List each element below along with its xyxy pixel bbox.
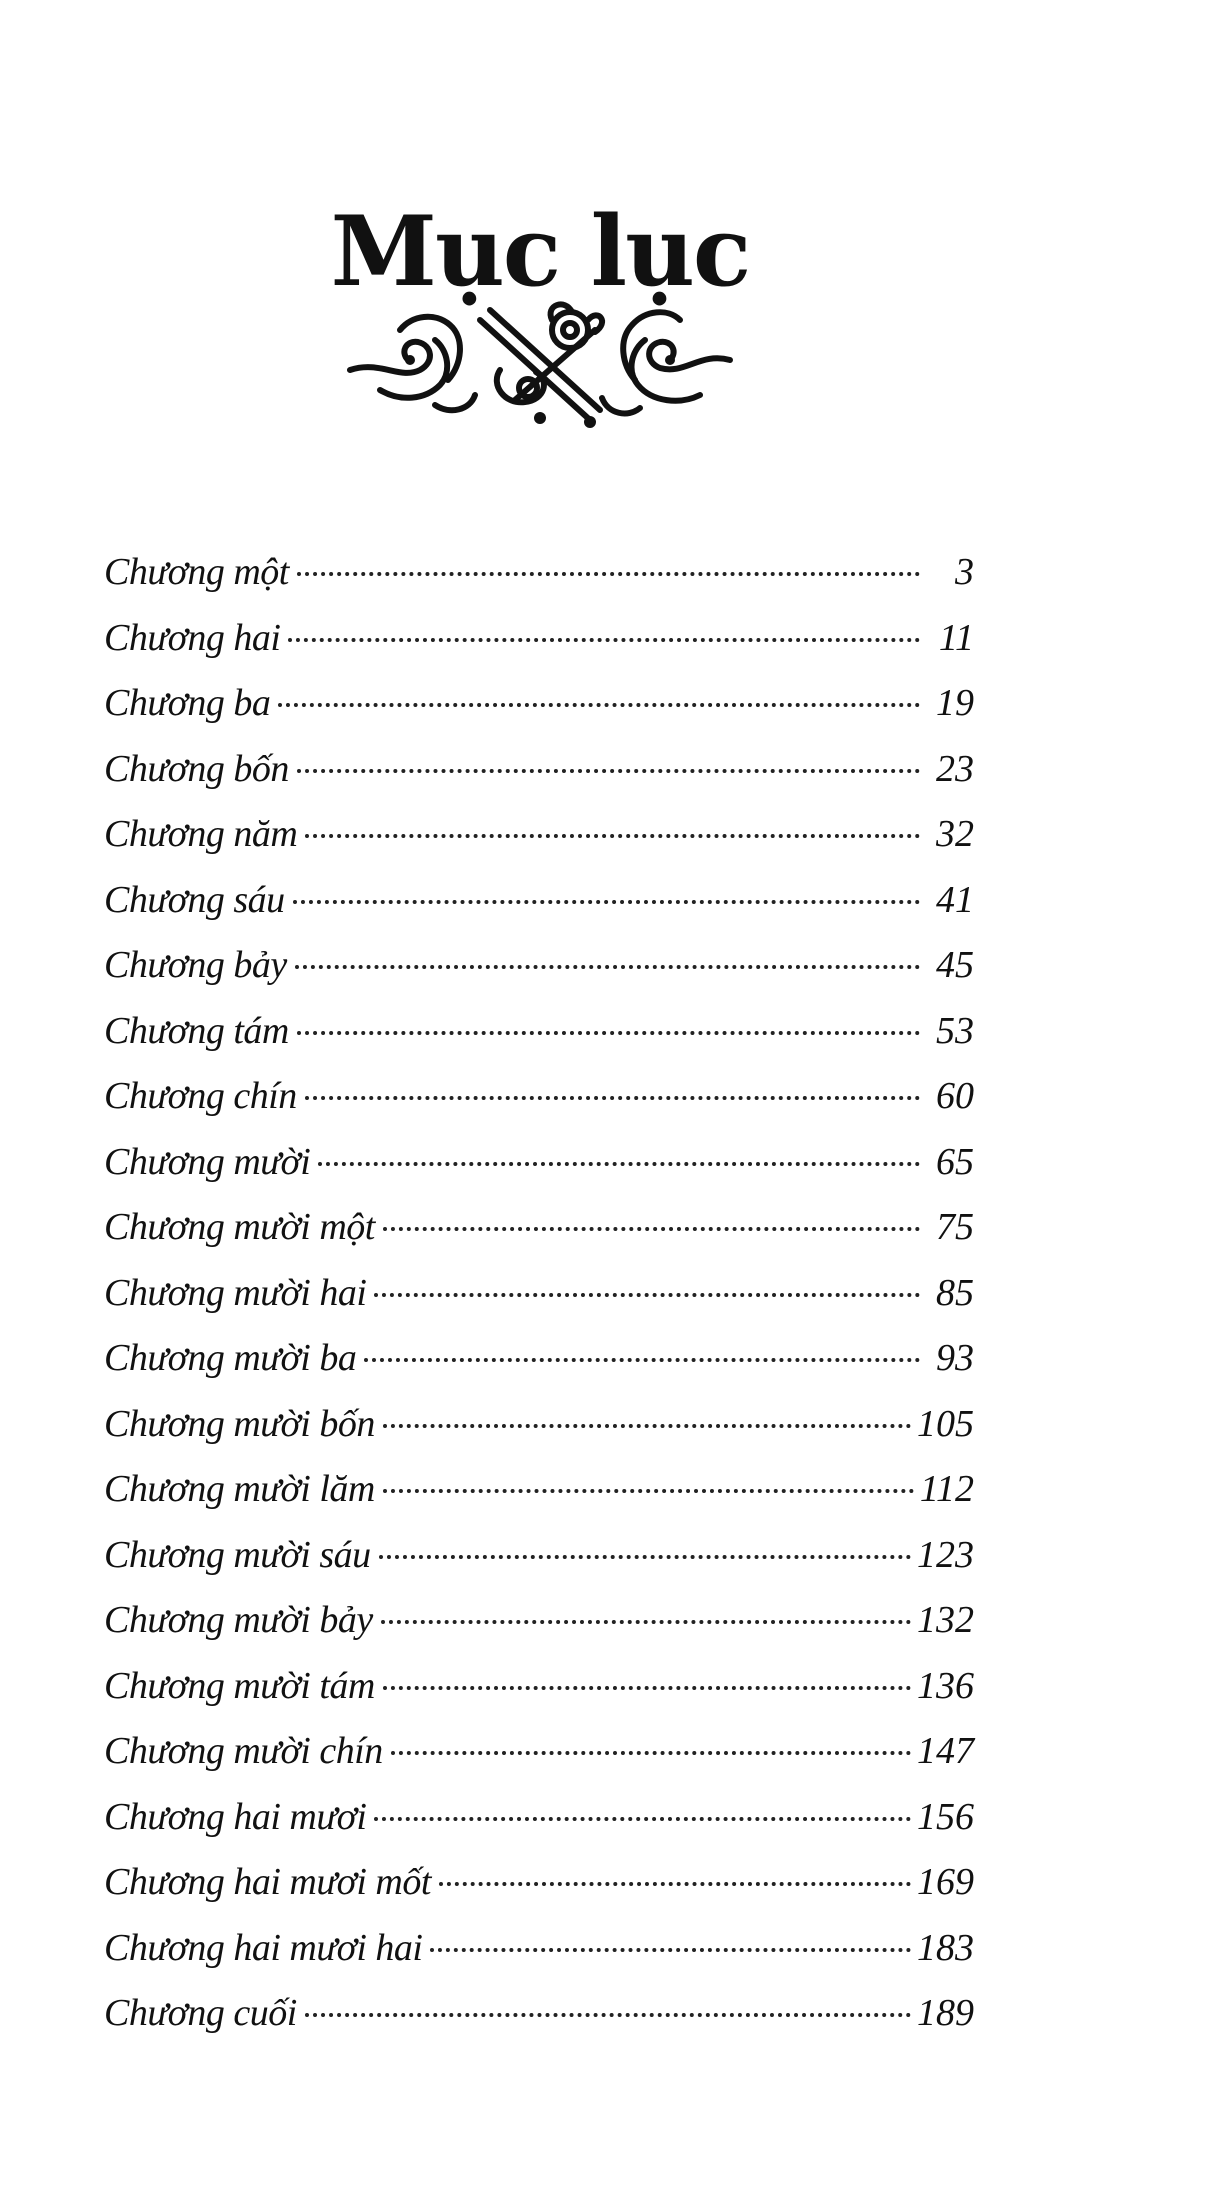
toc-entry-page-number: 75 [936,1206,974,1248]
table-of-contents [104,540,974,2047]
dot-leader [295,965,920,969]
toc-entry-page-number: 41 [936,878,974,921]
toc-entry-label: Chương một [104,551,289,593]
dot-leader [430,1948,911,1952]
toc-entry[interactable] [104,1523,974,1589]
dot-leader [297,769,920,773]
toc-entry-page-number: 19 [936,682,974,724]
dot-leader [297,1031,920,1035]
page-title: Mục lục [330,195,750,309]
dot-leader [305,834,920,838]
toc-entry-page-number: 11 [938,616,974,659]
dot-leader [391,1751,911,1755]
toc-entry[interactable] [104,1719,974,1785]
toc-entry-label: Chương mười một [104,1206,375,1248]
dot-leader [305,2013,911,2017]
toc-entry[interactable] [104,1850,974,1916]
toc-entry-label: Chương mười chín [104,1730,383,1772]
dot-leader [305,1096,920,1100]
dot-leader [383,1227,920,1231]
toc-entry-label: Chương sáu [104,878,285,921]
dot-leader [379,1555,911,1559]
toc-entry-label: Chương mười hai [104,1271,367,1314]
dot-leader [278,703,920,707]
toc-entry-page-number: 123 [917,1533,974,1576]
toc-entry[interactable] [104,802,974,868]
dot-leader [381,1620,911,1624]
toc-entry-page-number: 85 [936,1271,974,1314]
toc-entry-page-number: 23 [936,747,974,790]
toc-entry-label: Chương hai [104,616,281,659]
toc-entry-label: Chương hai mươi [104,1795,367,1838]
toc-entry-page-number: 169 [917,1861,974,1903]
toc-entry-label: Chương mười lăm [104,1468,375,1510]
dot-leader [374,1293,920,1297]
toc-entry[interactable] [104,1981,974,2047]
dot-leader [297,572,920,576]
dot-leader [293,900,920,904]
dot-leader [439,1882,911,1886]
toc-entry-page-number: 45 [936,944,974,986]
toc-entry-label: Chương cuối [104,1992,297,2034]
toc-entry[interactable] [104,1064,974,1130]
toc-entry[interactable] [104,1916,974,1982]
toc-entry[interactable] [104,1654,974,1720]
toc-entry-label: Chương mười bảy [104,1599,373,1641]
dot-leader [383,1424,911,1428]
toc-entry-label: Chương hai mươi mốt [104,1861,431,1903]
toc-entry-page-number: 60 [936,1075,974,1117]
toc-entry[interactable] [104,999,974,1065]
toc-entry[interactable] [104,540,974,606]
toc-entry-page-number: 32 [936,813,974,855]
dot-leader [318,1162,920,1166]
toc-entry-page-number: 156 [917,1795,974,1838]
toc-entry[interactable] [104,1588,974,1654]
toc-entry-label: Chương bảy [104,944,287,986]
toc-entry-label: Chương hai mươi hai [104,1926,423,1969]
toc-entry-label: Chương mười tám [104,1664,375,1707]
toc-entry-page-number: 65 [936,1140,974,1183]
toc-entry[interactable] [104,1457,974,1523]
toc-entry[interactable] [104,1392,974,1458]
toc-entry[interactable] [104,933,974,999]
toc-entry[interactable] [104,606,974,672]
toc-entry-label: Chương ba [104,682,271,724]
toc-entry-page-number: 105 [917,1402,974,1445]
toc-entry-label: Chương bốn [104,747,289,790]
toc-entry-label: Chương mười sáu [104,1533,371,1576]
dot-leader [288,638,920,642]
toc-entry-page-number: 132 [917,1599,974,1641]
floral-ornament-icon [340,290,740,440]
toc-entry-page-number: 189 [917,1992,974,2034]
toc-entry-label: Chương mười ba [104,1337,357,1379]
toc-entry[interactable] [104,1195,974,1261]
toc-entry-label: Chương tám [104,1009,289,1052]
dot-leader [374,1817,911,1821]
toc-entry[interactable] [104,1326,974,1392]
toc-entry-page-number: 136 [917,1664,974,1707]
toc-entry[interactable] [104,868,974,934]
toc-entry[interactable] [104,1785,974,1851]
toc-entry-label: Chương năm [104,813,298,855]
toc-entry-page-number: 3 [955,551,974,593]
dot-leader [364,1358,920,1362]
toc-entry-page-number: 147 [917,1730,974,1772]
toc-entry[interactable] [104,737,974,803]
toc-entry[interactable] [104,1130,974,1196]
toc-entry-label: Chương chín [104,1075,297,1117]
dot-leader [383,1489,914,1493]
toc-entry-page-number: 93 [936,1337,974,1379]
toc-entry-page-number: 183 [917,1926,974,1969]
toc-entry-page-number: 53 [936,1009,974,1052]
toc-entry-label: Chương mười bốn [104,1402,375,1445]
toc-entry[interactable] [104,1261,974,1327]
dot-leader [383,1686,911,1690]
toc-entry[interactable] [104,671,974,737]
toc-entry-page-number: 112 [919,1468,974,1510]
toc-entry-label: Chương mười [104,1140,311,1183]
